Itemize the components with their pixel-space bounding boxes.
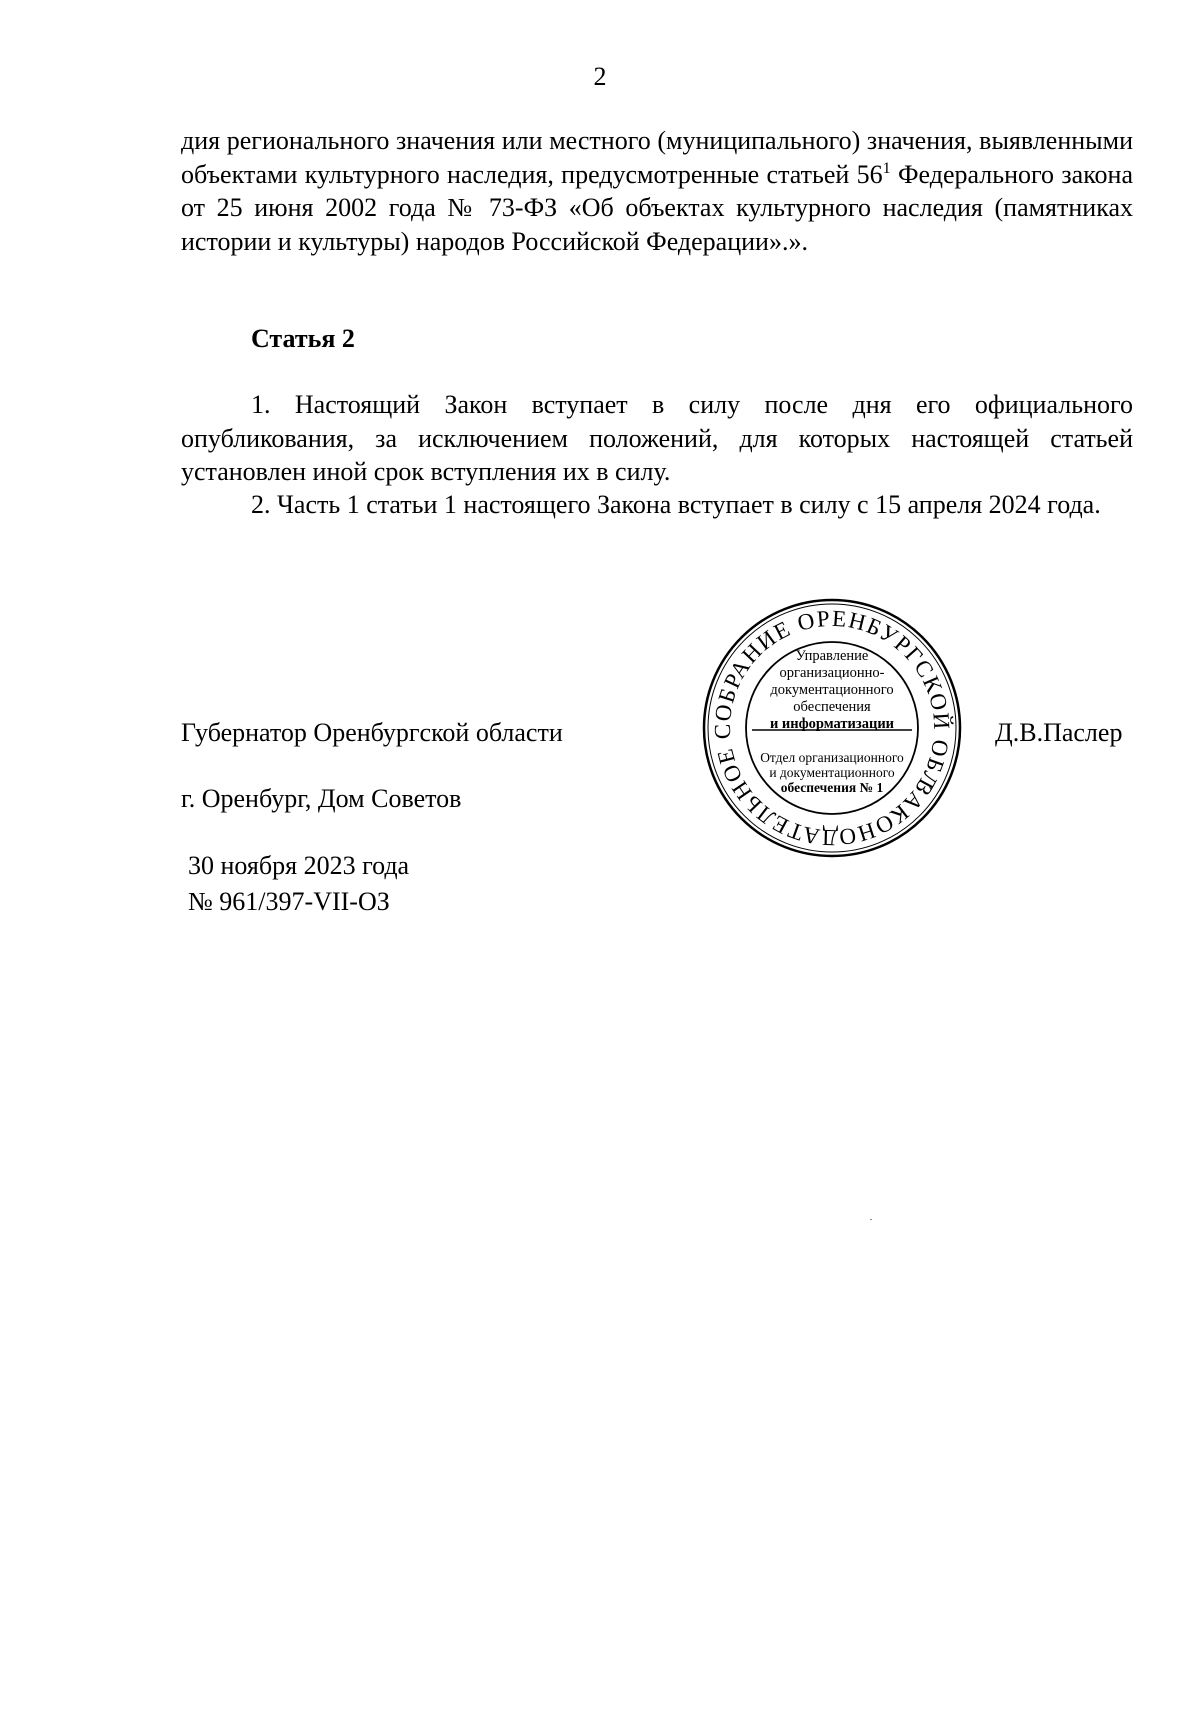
article-paragraph-2: 2. Часть 1 статьи 1 настоящего Закона вступает в силу с 15 апреля 2024 года. (251, 490, 1101, 519)
paragraph-text-part-2: Федерального закона от 25 июня 2002 года № 73-ФЗ «Об объектах культурного наследия (памятниках истории и культуры) народов Российской Федерации».». (181, 159, 1133, 256)
seal-line: обеспечения (793, 699, 871, 715)
superscript-article-suffix: 1 (882, 159, 891, 177)
seal-line: документационного (770, 682, 894, 698)
scan-speck (870, 1219, 872, 1220)
paragraph-text-part-1: дия регионального значения или местного (муниципального) значения, выявленными объектами культурного наследия, предусмотренные статьей 56 (181, 126, 1133, 189)
seal-inner-block-2 (700, 750, 964, 795)
seal-line: и информатизации (769, 716, 895, 732)
seal-line: и документационного (769, 765, 895, 780)
seal-line: Отдел организационного (760, 750, 904, 765)
signatory-name: Д.В.Паслер (995, 718, 1123, 747)
article-paragraph-1: 1. Настоящий Закон вступает в силу после дня его официального опубликования, за исключением положений, для которых настоящей статьей установлен иной срок вступления их в силу. (181, 390, 1133, 486)
page-number: 2 (593, 62, 607, 91)
article-heading: Статья 2 (251, 324, 355, 353)
paragraph-continuation (181, 124, 1133, 258)
seal-inner-block-1 (700, 648, 964, 733)
seal-line: обеспечения № 1 (780, 780, 884, 795)
signing-place: г. Оренбург, Дом Советов (181, 784, 462, 813)
signatory-position: Губернатор Оренбургской области (181, 718, 563, 747)
seal-ring-text-path: ЗАКОНОДАТЕЛЬНОЕ СОБРАНИЕ ОРЕНБУРГСКОЙ ОБЛ (709, 605, 955, 851)
law-number: № 961/397-VII-ОЗ (188, 887, 390, 916)
official-seal-stamp (700, 596, 964, 860)
seal-line: организационно- (779, 665, 885, 681)
signing-date: 30 ноября 2023 года (188, 851, 410, 880)
seal-line: Управление (795, 648, 869, 664)
